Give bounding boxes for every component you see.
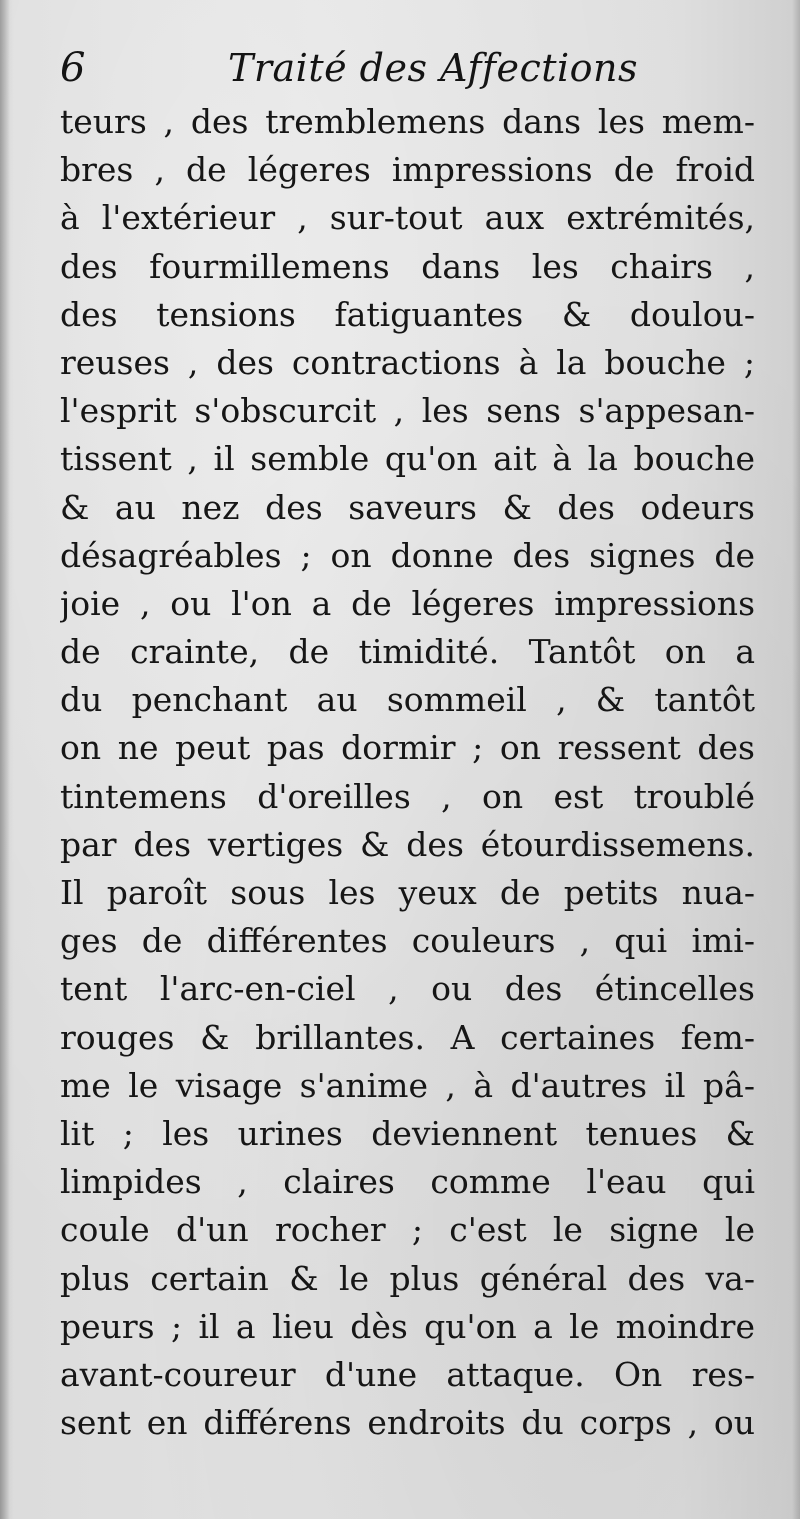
text-line: on ne peut pas dormir ; on ressent des xyxy=(60,728,755,768)
text-line: peurs ; il a lieu dès qu'on a le moindre xyxy=(60,1306,755,1346)
text-line: joie , ou l'on a de légeres impressions xyxy=(60,583,755,623)
running-title: Traité des Affections xyxy=(228,46,639,90)
text-line: lit ; les urines deviennent tenues & xyxy=(60,1113,755,1153)
text-line: sent en différens endroits du corps , ou xyxy=(60,1403,755,1443)
text-line: limpides , claires comme l'eau qui xyxy=(60,1162,755,1202)
text-line: du penchant au sommeil , & tantôt xyxy=(60,680,755,720)
text-line: de crainte, de timidité. Tantôt on a xyxy=(60,632,755,672)
page-edge-shadow xyxy=(792,0,800,1519)
text-line: reuses , des contractions à la bouche ; xyxy=(60,342,755,382)
text-line: & au nez des saveurs & des odeurs xyxy=(60,487,755,527)
text-line: tent l'arc-en-ciel , ou des étincelles xyxy=(60,969,755,1009)
text-line: ges de différentes couleurs , qui imi- xyxy=(60,921,755,961)
body-text xyxy=(60,98,755,1447)
page-number: 6 xyxy=(60,45,86,91)
text-line: me le visage s'anime , à d'autres il pâ- xyxy=(60,1065,755,1105)
text-line: bres , de légeres impressions de froid xyxy=(60,150,755,190)
text-line: avant-coureur d'une attaque. On res- xyxy=(60,1354,755,1394)
text-line: des fourmillemens dans les chairs , xyxy=(60,246,755,286)
text-line: tissent , il semble qu'on ait à la bouche xyxy=(60,439,755,479)
text-line: à l'extérieur , sur-tout aux extrémités, xyxy=(60,198,755,238)
text-line: l'esprit s'obscurcit , les sens s'appesan- xyxy=(60,391,755,431)
text-line: coule d'un rocher ; c'est le signe le xyxy=(60,1210,755,1250)
page-header xyxy=(60,40,760,96)
text-line: Il paroît sous les yeux de petits nua- xyxy=(60,873,755,912)
text-line: rouges & brillantes. A certaines fem- xyxy=(60,1017,755,1057)
text-line: plus certain & le plus général des va- xyxy=(60,1258,755,1298)
text-line: désagréables ; on donne des signes de xyxy=(60,535,755,575)
text-line: des tensions fatiguantes & doulou- xyxy=(60,294,755,334)
text-line: tintemens d'oreilles , on est troublé xyxy=(60,776,755,816)
text-line: teurs , des tremblemens dans les mem- xyxy=(60,102,755,141)
spine-shadow xyxy=(0,0,10,1519)
text-line: par des vertiges & des étourdissemens. xyxy=(60,824,755,864)
